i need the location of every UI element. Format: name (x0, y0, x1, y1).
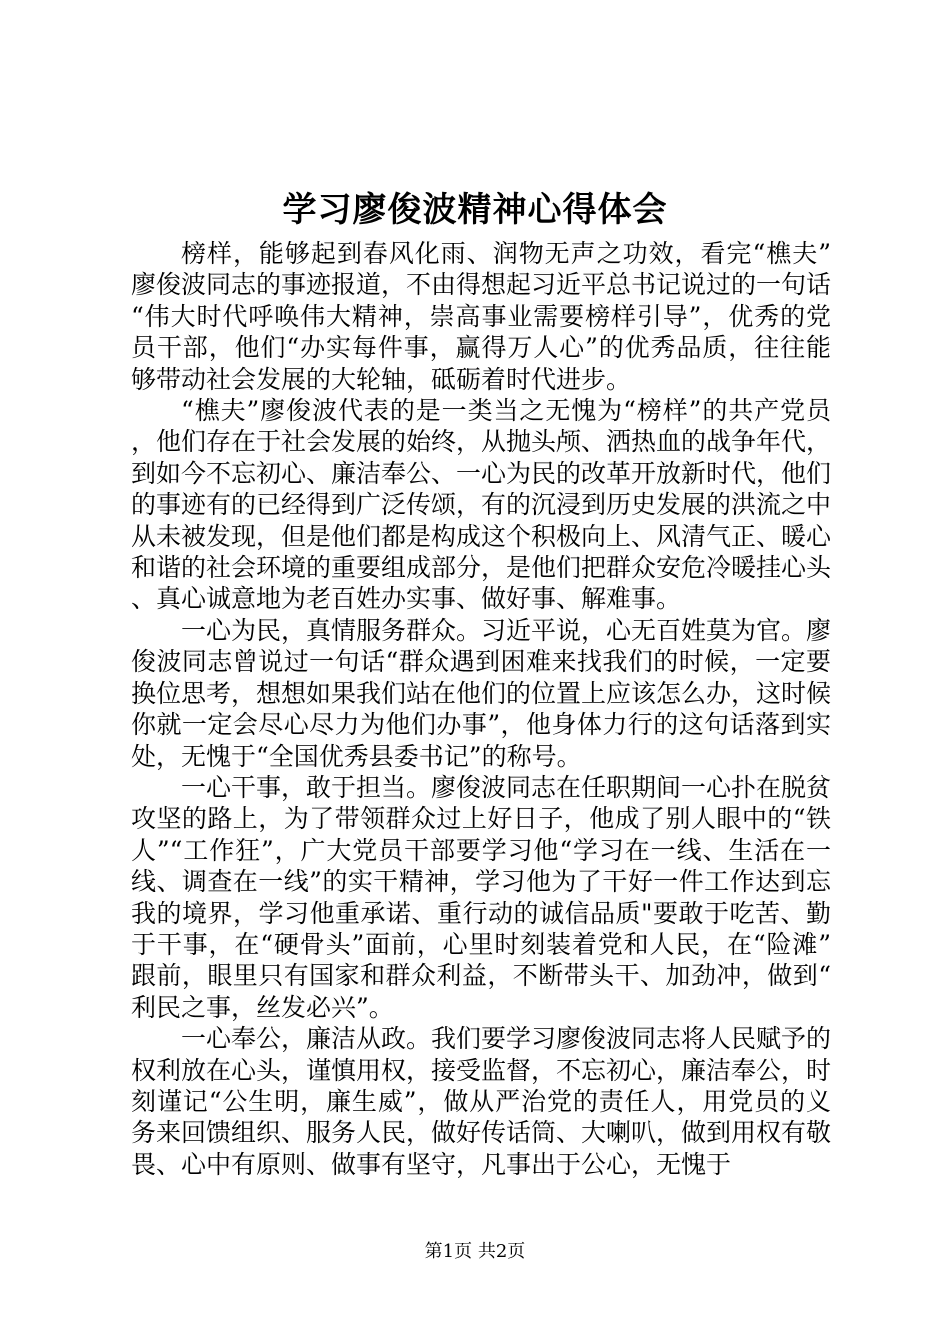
paragraph: “樵夫”廖俊波代表的是一类当之无愧为“榜样”的共产党员，他们存在于社会发展的始终，从抛头颅、洒热血的战争年代，到如今不忘初心、廉洁奉公、一心为民的改革开放新时代，他们的事迹有的已经得到广泛传颂，有的沉浸到历史发展的洪流之中从未被发现，但是他们都是构成这个积极向上、风清气正、暖心和谐的社会环境的重要组成部分，是他们把群众安危冷暖挂心头、真心诚意地为老百姓办实事、做好事、解难事。 (131, 396, 832, 614)
paragraph: 一心干事，敢于担当。廖俊波同志在任职期间一心扑在脱贫攻坚的路上，为了带领群众过上好日子，他成了别人眼中的“铁人”“工作狂”，广大党员干部要学习他“学习在一线、生活在一线、调查在一线”的实干精神，学习他为了干好一件工作达到忘我的境界，学习他重承诺、重行动的诚信品质"要敢于吃苦、勤于干事，在“硬骨头”面前，心里时刻装着党和人民，在“险滩”跟前，眼里只有国家和群众利益，不断带头干、加劲冲，做到“利民之事，丝发必兴”。 (131, 772, 832, 1022)
document-title: 学习廖俊波精神心得体会 (282, 190, 668, 230)
page-number-footer: 第1页 共2页 (424, 1241, 526, 1262)
document-body (131, 238, 831, 1180)
paragraph: 一心奉公，廉洁从政。我们要学习廖俊波同志将人民赋予的权利放在心头，谨慎用权，接受监督，不忘初心，廉洁奉公，时刻谨记“公生明，廉生威”，做从严治党的责任人，用党员的义务来回馈组织、服务人民，做好传话筒、大喇叭，做到用权有敬畏、心中有原则、做事有坚守，凡事出于公心，无愧于 (131, 1024, 832, 1179)
paragraph: 一心为民，真情服务群众。习近平说，心无百姓莫为官。廖俊波同志曾说过一句话“群众遇到困难来找我们的时候，一定要换位思考，想想如果我们站在他们的位置上应该怎么办，这时候你就一定会尽心尽力为他们办事”，他身体力行的这句话落到实处，无愧于“全国优秀县委书记”的称号。 (131, 615, 832, 771)
paragraph: 榜样，能够起到春风化雨、润物无声之功效，看完“樵夫”廖俊波同志的事迹报道，不由得想起习近平总书记说过的一句话“伟大时代呼唤伟大精神，崇高事业需要榜样引导”，优秀的党员干部，他们“办实每件事，赢得万人心”的优秀品质，往往能够带动社会发展的大轮轴，砥砺着时代进步。 (131, 239, 832, 394)
